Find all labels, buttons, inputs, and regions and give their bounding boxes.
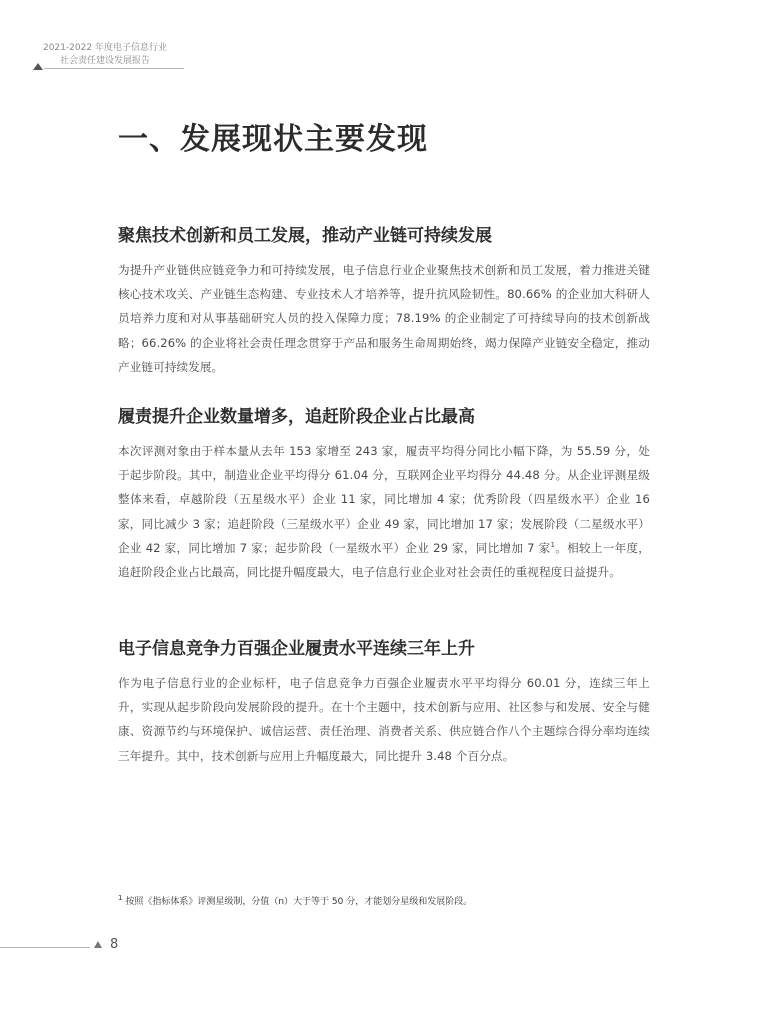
footer-divider: [0, 947, 90, 948]
section-enterprise-count: [118, 402, 650, 584]
section-innovation: [118, 221, 650, 379]
footnote-reference[interactable]: 1: [550, 540, 556, 549]
section-top100: [118, 634, 650, 768]
report-title-line1: 2021-2022 年度电子信息行业: [43, 43, 167, 53]
footnote: [118, 894, 678, 907]
footnote-text: 按照《指标体系》评测星级制，分值（n）大于等于 50 分，才能划分星级和发展阶段。: [125, 897, 473, 907]
header-triangle-icon: [33, 63, 43, 70]
report-title-line2: 社会责任建设发展报告: [59, 56, 150, 66]
section-body-part1: 本次评测对象由于样本量从去年 153 家增至 243 家，履责平均得分同比小幅下降，为 55.59 分，处于起步阶段。其中，制造业企业平均得分 61.04 分，互联网企业平均得分 44.48 分。从企业评测星级整体来看，卓越阶段（五星级水平）企业 11 家，同比增加 4 家；优秀阶段（四星级水平）企业 16 家，同比减少 3 家；追赶阶段（三星级水平）企业 49 家，同比增加 17 家；发展阶段（二星级水平）企业 42 家，同比增加 7 家；起步阶段（一星级水平）企业 29 家，同比增加 7 家: [118, 444, 650, 555]
section-heading: 电子信息竞争力百强企业履责水平连续三年上升: [118, 639, 475, 659]
header-divider: [44, 68, 184, 69]
footer-triangle-icon: [94, 941, 102, 948]
section-body-part2: 。相较上一年度，追赶阶段企业占比最高，同比提升幅度最大，电子信息行业企业对社会责任的重视程度日益提升。: [118, 540, 650, 580]
page-number: 8: [110, 937, 119, 952]
section-body: 为提升产业链供应链竞争力和可持续发展，电子信息行业企业聚焦技术创新和员工发展，着力推进关键核心技术攻关、产业链生态构建、专业技术人才培养等，提升抗风险韧性。80.66% 的企业加大科研人员培养力度和对从事基础研究人员的投入保障力度；78.19% 的企业制定了可持续导向的技术创新战略；66.26% 的企业将社会责任理念贯穿于产品和服务生命周期始终，竭力保障产业链安全稳定，推动产业链可持续发展。: [118, 263, 650, 374]
section-heading: 聚焦技术创新和员工发展，推动产业链可持续发展: [118, 226, 492, 246]
page-title: 一、发展现状主要发现: [118, 122, 428, 157]
section-body: 作为电子信息行业的企业标杆，电子信息竞争力百强企业履责水平平均得分 60.01 分，连续三年上升，实现从起步阶段向发展阶段的提升。在十个主题中，技术创新与应用、社区参与和发展、安全与健康、资源节约与环境保护、诚信运营、责任治理、消费者关系、供应链合作八个主题综合得分率均连续三年提升。其中，技术创新与应用上升幅度最大，同比提升 3.48 个百分点。: [118, 676, 650, 763]
footnote-marker: 1: [118, 894, 123, 902]
section-heading: 履责提升企业数量增多，追赶阶段企业占比最高: [118, 407, 475, 427]
section-body: [118, 439, 650, 584]
